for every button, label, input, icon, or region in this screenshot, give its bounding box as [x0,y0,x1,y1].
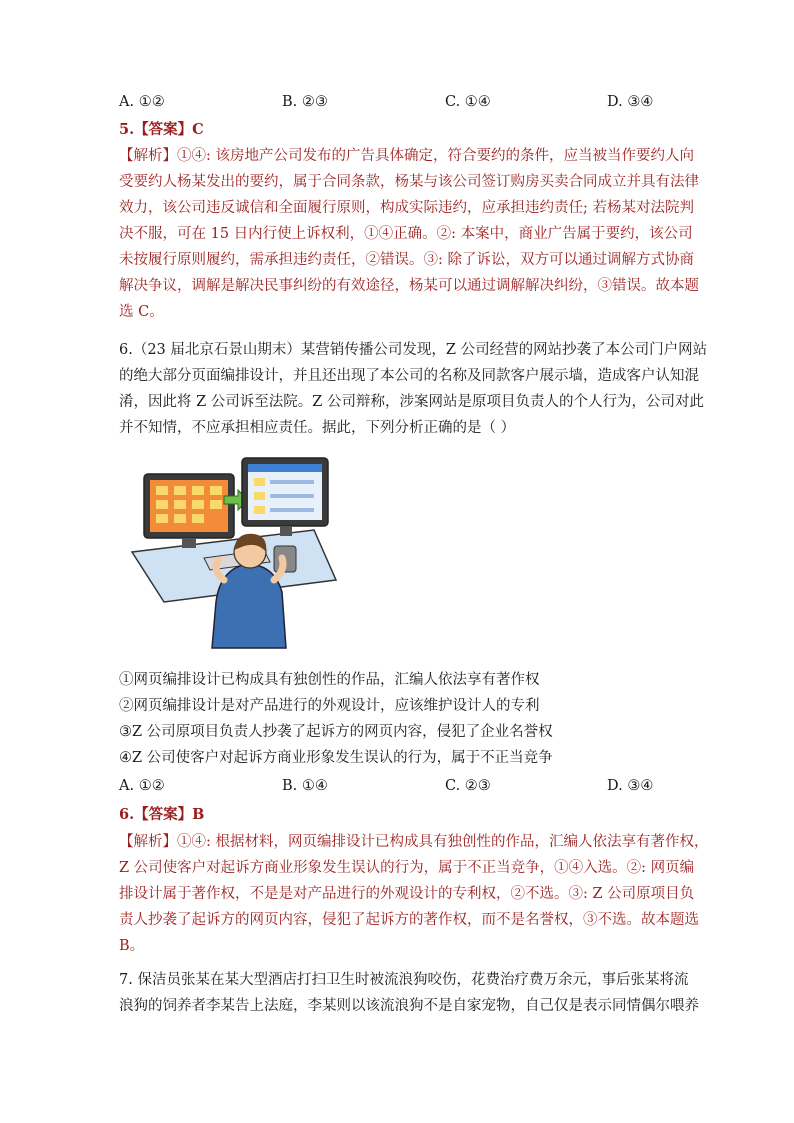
q5-option-d: D. ③④ [607,94,654,110]
q5-analysis-text: ①④: 该房地产公司发布的广告具体确定，符合要约的条件，应当被当作要约人向 [177,148,694,164]
q5-option-c: C. ①④ [445,94,491,110]
q7-stem-line: 7. 保洁员张某在某大型酒店打扫卫生时被流浪狗咬伤，花费治疗费万余元，事后张某将流 [119,972,689,988]
q6-option-a: A. ①② [119,778,165,794]
q6-analysis-line: 排设计属于著作权，不是是对产品进行的外观设计的专利权，②不选。③: Z 公司原项目负 [119,886,695,902]
q6-options [119,778,679,798]
left-monitor-stand [182,538,196,548]
q5-answer: 5.【答案】C [119,121,204,138]
q6-statement: ②网页编排设计是对产品进行的外观设计，应该维护设计人的专利 [119,698,540,714]
q6-answer: 6.【答案】B [119,806,205,823]
q5-analysis-label: 【解析】 [119,148,177,164]
illustration-two-monitors [124,452,344,652]
right-monitor-tiles [254,478,265,514]
q6-stem-line: 淆，因此将 Z 公司诉至法院。Z 公司辩称，涉案网站是原项目负责人的个人行为，公司对此 [119,394,704,410]
q6-option-d: D. ③④ [607,778,654,794]
q5-option-a: A. ①② [119,94,165,110]
q6-statement: ③Z 公司原项目负责人抄袭了起诉方的网页内容，侵犯了企业名誉权 [119,724,553,740]
q6-option-c: C. ②③ [445,778,491,794]
q6-stem-line: 并不知情，不应承担相应责任。据此，下列分析正确的是（ ） [119,420,516,436]
q6-statement: ④Z 公司使客户对起诉方商业形象发生误认的行为，属于不正当竞争 [119,750,553,766]
q6-analysis-label: 【解析】 [119,834,177,850]
q5-analysis-line: 选 C。 [119,304,164,320]
q5-analysis-line: 决不服，可在 15 日内行使上诉权利，①④正确。②: 本案中，商业广告属于要约，该公司 [119,226,693,242]
q6-stem-line: 的绝大部分页面编排设计，并且还出现了本公司的名称及同款客户展示墙，造成客户认知混 [119,368,699,384]
q5-option-b: B. ②③ [282,94,328,110]
q6-stem-line: 6.（23 届北京石景山期末）某营销传播公司发现，Z 公司经营的网站抄袭了本公司门户网站 [119,342,708,358]
q5-analysis-line: 受要约人杨某发出的要约，属于合同条款，杨某与该公司签订购房买卖合同成立并具有法律 [119,174,699,190]
q7-stem-line: 浪狗的饲养者李某告上法庭，李某则以该流浪狗不是自家宠物，自己仅是表示同情偶尔喂养 [119,998,699,1014]
q5-analysis-line: 效力，该公司违反诚信和全面履行原则，构成实际违约，应承担违约责任; 若杨某对法院判 [119,200,694,216]
q5-options [119,94,679,114]
right-monitor-stand [280,526,292,536]
q6-analysis-line [119,832,709,852]
right-monitor-header [248,464,322,472]
q5-analysis-line: 解决争议，调解是解决民事纠纷的有效途径，杨某可以通过调解解决纠纷，③错误。故本题 [119,278,699,294]
q6-option-b: B. ①④ [282,778,328,794]
q6-analysis-line: 责人抄袭了起诉方的网页内容，侵犯了起诉方的著作权，而不是名誉权，③不选。故本题选 [119,912,699,928]
q5-analysis-line: 未按履行原则履约，需承担违约责任，②错误。③: 除了诉讼，双方可以通过调解方式协商 [119,252,694,268]
q5-analysis-line [119,146,694,166]
q6-analysis-text: ①④: 根据材料，网页编排设计已构成具有独创性的作品，汇编人依法享有著作权， [177,834,709,850]
q6-statement: ①网页编排设计已构成具有独创性的作品，汇编人依法享有著作权 [119,672,540,688]
q6-analysis-line: Z 公司使客户对起诉方商业形象发生误认的行为，属于不正当竞争，①④入选。②: 网页编 [119,860,695,876]
q6-analysis-line: B。 [119,938,145,954]
